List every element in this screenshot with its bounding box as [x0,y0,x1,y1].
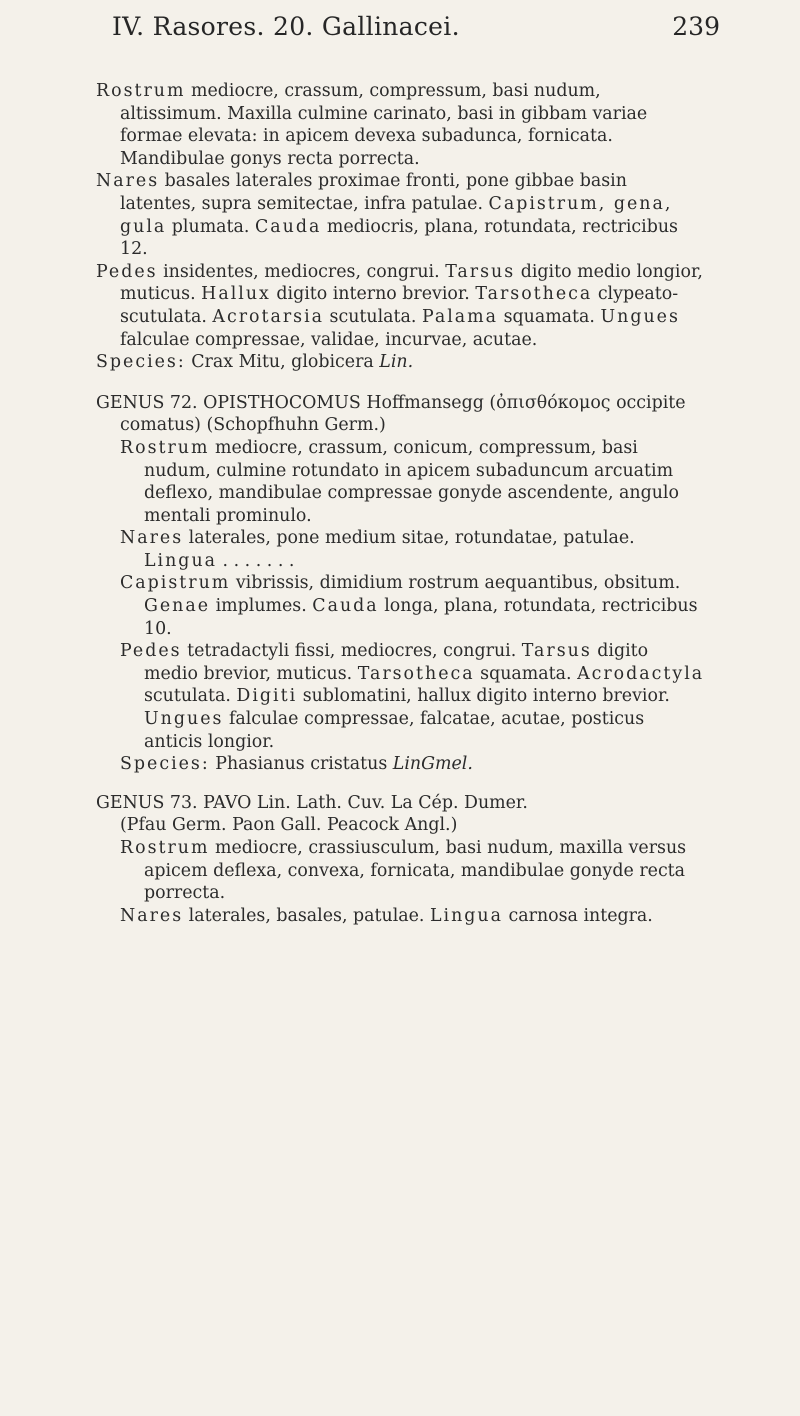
g72-term-species: Species: [120,754,210,775]
rostrum-paragraph [96,80,706,170]
term-nares: Nares [96,171,160,192]
tarsotheca-text: clypeato-scutulata. [120,284,679,327]
rostrum-text: mediocre, crassum, compressum, basi nudum, altissimum. Maxilla culmine carinato, basi in gibbam variae formae elevata: in apicem devexa subadunca, fornicata. Mandibulae gonys recta porrecta. [120,81,648,169]
g73-term-nares: Nares [120,905,184,926]
g73-rostrum-text: mediocre, crassiusculum, basi nudum, maxilla versus apicem deflexa, convexa, fornicata, mandibulae gonyde recta porrecta. [144,838,687,904]
g72-ungues-text: falculae compressae, falcatae, acutae, posticus anticis longior. [144,709,645,752]
term-tarsus: Tarsus [445,261,516,282]
genus-72-description [96,437,706,776]
term-capistrum: Capistrum, gena, gula [120,193,673,237]
term-palama: Palama [421,306,499,327]
g72-term-genae: Genae [144,596,211,617]
spacer [96,374,706,392]
capistrum-text: plumata. [171,216,250,237]
term-hallux: Hallux [201,284,271,305]
species-authority: Lin. [379,352,414,373]
g72-digiti-text: sublomatini, hallux digito interno brevior. [302,686,670,707]
g72-term-ungues: Ungues [144,709,224,730]
genus-73-heading: GENUS 73. PAVO Lin. Lath. Cuv. La Cép. Dumer. [96,792,528,813]
g73-rostrum-paragraph [120,837,706,905]
g73-lingua-text: carnosa integra. [508,905,653,926]
term-pedes: Pedes [96,261,158,282]
term-cauda: Cauda [254,216,322,237]
g72-rostrum-paragraph [120,437,706,527]
running-title: IV. Rasores. 20. Gallinacei. [112,12,460,41]
g72-rostrum-text: mediocre, crassum, conicum, compressum, basi nudum, culmine rotundato in apicem subaduncum arcuatim deflexo, mandibulae compressae gonyde ascendente, angulo mentali prominulo. [144,437,679,526]
g72-genae-text: implumes. [215,596,307,617]
nares-text: basales laterales proximae fronti, pone gibbae basin latentes, supra semitectae, infra patulae. [120,171,627,214]
g72-term-cauda: Cauda [312,596,379,617]
species-text: Crax Mitu, globicera [191,352,374,373]
spacer [96,776,706,792]
term-tarsotheca: Tarsotheca [475,284,593,305]
genus-72-heading: GENUS 72. OPISTHOCOMUS Hoffmansegg (ὀπισθόκομος occipite comatus) (Schopfhuhn Germ.) [96,392,686,436]
g72-species-text: Phasianus cristatus [215,754,388,775]
g72-species-authority: LinGmel. [392,754,473,775]
nares-paragraph [96,170,706,260]
g73-nares-paragraph [120,905,706,928]
page-number: 239 [672,12,720,41]
g72-cauda-text: longa, plana, rotundata, rectricibus 10. [144,596,698,639]
g72-nares-text: laterales, pone medium sitae, rotundatae, patulae. [188,528,635,549]
page-header [100,8,720,48]
term-acrotarsia: Acrotarsia [212,306,325,327]
page-body [96,80,706,927]
g72-term-tarsotheca: Tarsotheca [357,663,475,684]
g72-pedes-paragraph [120,640,706,753]
pedes-text: insidentes, mediocres, congrui. [163,261,440,282]
hallux-text: digito interno brevior. [276,284,470,305]
acrotarsia-text: scutulata. [329,306,417,327]
g72-term-acrodactyla: Acrodactyla [577,663,705,684]
g72-term-digiti: Digiti [236,686,298,707]
g72-term-lingua: Lingua [144,550,218,571]
g72-tarsotheca-text: squamata. [480,663,572,684]
g73-term-rostrum: Rostrum [120,838,210,858]
g72-species-paragraph [120,753,706,776]
g73-nares-text: laterales, basales, patulae. [188,905,425,926]
palama-text: squamata. [503,306,595,327]
genus-73-description [96,814,706,927]
g72-acrodactyla-text: scutulata. [144,686,231,707]
cauda-text: mediocris, plana, rotundata, rectricibus 12. [120,216,678,260]
g73-vernacular: (Pfau Germ. Paon Gall. Peacock Angl.) [120,815,458,836]
g72-term-capistrum: Capistrum [120,573,231,594]
term-rostrum: Rostrum [96,81,186,101]
g72-lingua-text: . . . . . . . [222,550,295,571]
ungues-text: falculae compressae, validae, incurvae, acutae. [120,329,538,350]
term-ungues: Ungues [600,306,680,327]
g72-capistrum-paragraph [120,572,706,640]
g72-pedes-text: tetradactyli fissi, mediocres, congrui. [187,641,517,662]
g73-term-lingua: Lingua [429,905,503,926]
g72-nares-paragraph [120,527,706,572]
g72-term-rostrum: Rostrum [120,437,210,458]
pedes-paragraph [96,261,706,351]
g72-tarsus-text: digito medio brevior, muticus. [144,641,649,684]
species-paragraph [96,351,706,374]
tarsus-text: digito medio longior, muticus. [120,261,703,305]
g72-capistrum-text: vibrissis, dimidium rostrum aequantibus, obsitum. [235,573,681,594]
g72-term-pedes: Pedes [120,641,182,662]
g72-term-nares: Nares [120,528,184,549]
term-species: Species: [96,352,186,373]
g72-term-tarsus: Tarsus [521,641,592,662]
